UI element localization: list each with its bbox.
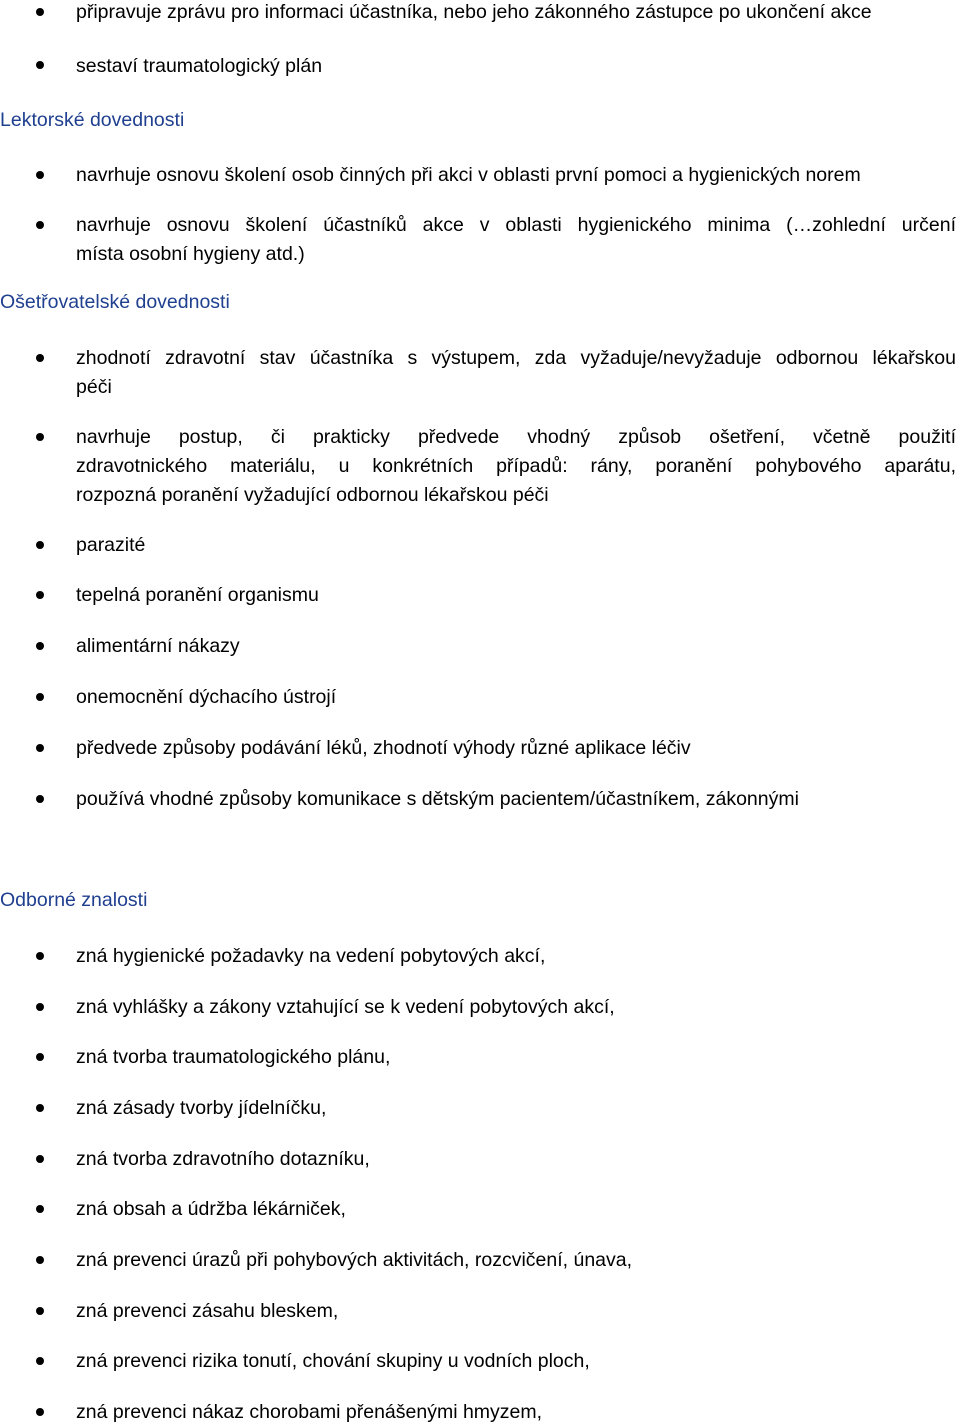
bullet	[36, 354, 44, 362]
bullet	[36, 642, 44, 650]
section-heading-osetrovatelske: Ošetřovatelské dovednosti	[0, 291, 230, 313]
bullet	[36, 693, 44, 701]
bullet	[36, 1104, 44, 1112]
bullet	[36, 1307, 44, 1315]
list-item: parazité	[76, 534, 146, 556]
bullet	[36, 433, 44, 441]
bullet	[36, 1256, 44, 1264]
list-item: zná zásady tvorby jídelníčku,	[76, 1097, 327, 1119]
list-item-line: zdravotnického materiálu, u konkrétních případů: rány, poranění pohybového aparátu,	[76, 455, 956, 477]
list-item: tepelná poranění organismu	[76, 584, 319, 606]
bullet	[36, 171, 44, 179]
list-item: navrhuje osnovu školení osob činných při akci v oblasti první pomoci a hygienických norem	[76, 164, 861, 186]
list-item: zná tvorba traumatologického plánu,	[76, 1046, 391, 1068]
list-item: zná prevenci rizika tonutí, chování skupiny u vodních ploch,	[76, 1350, 590, 1372]
list-item: zná obsah a údržba lékárniček,	[76, 1198, 346, 1220]
bullet	[36, 8, 44, 16]
list-item-line: místa osobní hygieny atd.)	[76, 243, 305, 265]
list-item-line: péči	[76, 376, 112, 398]
list-item-line: rozpozná poranění vyžadující odbornou lékařskou péči	[76, 484, 549, 506]
list-item-line: navrhuje osnovu školení účastníků akce v oblasti hygienického minima (…zohlední určení	[76, 214, 956, 236]
list-item: zná prevenci zásahu bleskem,	[76, 1300, 339, 1322]
bullet	[36, 1053, 44, 1061]
list-item: připravuje zprávu pro informaci účastníka, nebo jeho zákonného zástupce po ukončení akce	[76, 1, 872, 23]
list-item: zná vyhlášky a zákony vztahující se k vedení pobytových akcí,	[76, 996, 615, 1018]
list-item: zná tvorba zdravotního dotazníku,	[76, 1148, 370, 1170]
bullet	[36, 744, 44, 752]
list-item: zná prevenci úrazů při pohybových aktivitách, rozcvičení, únava,	[76, 1249, 633, 1271]
list-item: zná prevenci nákaz chorobami přenášenými hmyzem,	[76, 1401, 543, 1423]
section-heading-lektorske: Lektorské dovednosti	[0, 109, 185, 131]
bullet	[36, 591, 44, 599]
bullet	[36, 952, 44, 960]
list-item: zná hygienické požadavky na vedení pobytových akcí,	[76, 945, 546, 967]
list-item: používá vhodné způsoby komunikace s dětským pacientem/účastníkem, zákonnými	[76, 788, 799, 810]
bullet	[36, 221, 44, 229]
list-item-line: navrhuje postup, či prakticky předvede vhodný způsob ošetření, včetně použití	[76, 426, 956, 448]
bullet	[36, 1003, 44, 1011]
list-item: alimentární nákazy	[76, 635, 240, 657]
bullet	[36, 1357, 44, 1365]
bullet	[36, 1408, 44, 1416]
bullet	[36, 541, 44, 549]
list-item-line: zhodnotí zdravotní stav účastníka s výstupem, zda vyžaduje/nevyžaduje odbornou lékařskou	[76, 347, 956, 369]
section-heading-odborne: Odborné znalosti	[0, 889, 148, 911]
list-item: předvede způsoby podávání léků, zhodnotí výhody různé aplikace léčiv	[76, 737, 691, 759]
bullet	[36, 1205, 44, 1213]
bullet	[36, 61, 44, 69]
bullet	[36, 795, 44, 803]
list-item: onemocnění dýchacího ústrojí	[76, 686, 337, 708]
list-item: sestaví traumatologický plán	[76, 55, 323, 77]
bullet	[36, 1155, 44, 1163]
